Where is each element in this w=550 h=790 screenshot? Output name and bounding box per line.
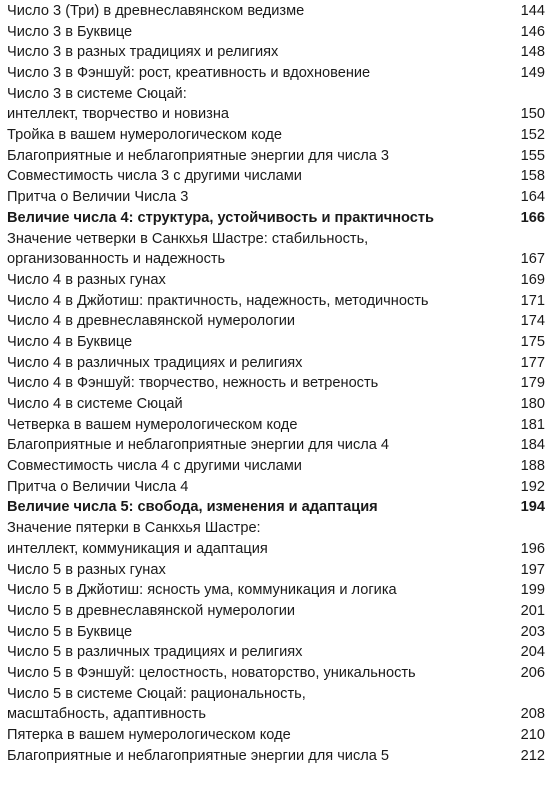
toc-entry [7, 249, 545, 270]
toc-page-number: 171 [520, 292, 545, 309]
toc-entry-title: Пятерка в вашем нумерологическом коде [7, 727, 291, 744]
toc-entry-title: Число 5 в системе Сюцай: рациональность, [7, 685, 306, 702]
toc-entry [7, 704, 545, 725]
toc-entry [7, 725, 545, 746]
toc-page-number: 206 [520, 664, 545, 681]
toc-entry [7, 167, 545, 188]
toc-entry-title: Число 4 в различных традициях и религиях [7, 354, 303, 371]
toc-page-number: 196 [520, 540, 545, 557]
toc-entry [7, 373, 545, 394]
toc-entry-title: Число 5 в древнеславянской нумерологии [7, 602, 296, 619]
toc-entry [7, 435, 545, 456]
toc-page-number: 197 [520, 561, 545, 578]
toc-page-number: 199 [520, 582, 545, 599]
toc-entry-title: Число 5 в Джйотиш: ясность ума, коммуникация и логика [7, 582, 397, 599]
toc-page-number: 175 [520, 333, 545, 350]
toc-entry-title: Величие числа 4: структура, устойчивость и практичность [7, 209, 435, 226]
toc-entry-title: Число 3 в разных традициях и религиях [7, 44, 279, 61]
toc-entry-title: Четверка в вашем нумерологическом коде [7, 416, 298, 433]
toc-entry-title: Число 4 в разных гунах [7, 271, 166, 288]
toc-entry-title: Притча о Величии Числа 4 [7, 478, 189, 495]
toc-entry [7, 601, 545, 622]
toc-entry-title: интеллект, коммуникация и адаптация [7, 540, 268, 557]
toc-entry-title: масштабность, адаптивность [7, 706, 207, 723]
toc-entry [7, 125, 545, 146]
toc-page-number: 194 [520, 499, 545, 516]
toc-page-number: 152 [520, 127, 545, 144]
toc-entry-title: Число 3 (Три) в древнеславянском ведизме [7, 2, 305, 19]
toc-entry-title: Тройка в вашем нумерологическом коде [7, 127, 283, 144]
toc-entry [7, 415, 545, 436]
toc-entry [7, 63, 545, 84]
toc-page-number: 204 [520, 644, 545, 661]
table-of-contents [7, 1, 545, 766]
toc-entry-title: Притча о Величии Числа 3 [7, 189, 189, 206]
toc-entry [7, 311, 545, 332]
toc-section-heading [7, 208, 545, 229]
toc-entry-title: Число 3 в Фэншуй: рост, креативность и вдохновение [7, 65, 371, 82]
toc-page-number: 150 [520, 106, 545, 123]
toc-page-number: 203 [520, 623, 545, 640]
toc-page-number: 181 [520, 416, 545, 433]
toc-entry [7, 560, 545, 581]
toc-entry-title: Величие числа 5: свобода, изменения и адаптация [7, 499, 378, 516]
toc-page-number: 177 [520, 354, 545, 371]
toc-page-number: 188 [520, 458, 545, 475]
toc-entry [7, 84, 545, 105]
toc-entry [7, 477, 545, 498]
toc-page-number: 149 [520, 65, 545, 82]
toc-entry-title: Число 5 в различных традициях и религиях [7, 644, 303, 661]
toc-entry-title: Число 5 в разных гунах [7, 561, 166, 578]
toc-page-number: 210 [520, 727, 545, 744]
toc-page-number: 174 [520, 313, 545, 330]
toc-entry [7, 291, 545, 312]
toc-entry [7, 42, 545, 63]
toc-entry-title: Число 4 в Фэншуй: творчество, нежность и ветреность [7, 375, 379, 392]
toc-entry-title: Число 3 в Буквице [7, 23, 133, 40]
toc-entry-title: Значение четверки в Санкхья Шастре: стабильность, [7, 230, 369, 247]
toc-entry [7, 456, 545, 477]
toc-page-number: 212 [520, 747, 545, 764]
toc-page-number: 167 [520, 251, 545, 268]
toc-page-number: 192 [520, 478, 545, 495]
toc-page-number: 201 [520, 602, 545, 619]
toc-section-heading [7, 498, 545, 519]
toc-page-number: 166 [520, 209, 545, 226]
toc-page-number: 164 [520, 189, 545, 206]
toc-page-number: 155 [520, 147, 545, 164]
toc-entry [7, 1, 545, 22]
toc-entry-title: Число 3 в системе Сюцай: [7, 85, 187, 102]
toc-entry-title: Благоприятные и неблагоприятные энергии для числа 5 [7, 747, 390, 764]
toc-entry-title: Число 4 в системе Сюцай [7, 396, 183, 413]
toc-entry-title: Число 4 в Джйотиш: практичность, надежность, методичность [7, 292, 429, 309]
toc-entry [7, 353, 545, 374]
toc-page-number: 208 [520, 706, 545, 723]
toc-entry-title: Совместимость числа 3 с другими числами [7, 168, 302, 185]
toc-entry [7, 684, 545, 705]
toc-entry [7, 332, 545, 353]
toc-entry-title: Совместимость числа 4 с другими числами [7, 458, 302, 475]
toc-entry-title: организованность и надежность [7, 251, 226, 268]
toc-entry [7, 746, 545, 767]
toc-entry [7, 663, 545, 684]
toc-page-number: 146 [520, 23, 545, 40]
toc-entry [7, 580, 545, 601]
toc-entry [7, 104, 545, 125]
toc-page-number: 158 [520, 168, 545, 185]
toc-page-number: 184 [520, 437, 545, 454]
toc-entry [7, 22, 545, 43]
toc-entry-title: интеллект, творчество и новизна [7, 106, 230, 123]
toc-entry [7, 394, 545, 415]
toc-entry [7, 518, 545, 539]
toc-entry-title: Число 5 в Буквице [7, 623, 133, 640]
toc-entry-title: Благоприятные и неблагоприятные энергии для числа 4 [7, 437, 390, 454]
toc-entry-title: Благоприятные и неблагоприятные энергии для числа 3 [7, 147, 390, 164]
toc-entry-title: Значение пятерки в Санкхья Шастре: [7, 520, 261, 537]
toc-entry [7, 642, 545, 663]
toc-entry-title: Число 4 в древнеславянской нумерологии [7, 313, 296, 330]
toc-entry-title: Число 5 в Фэншуй: целостность, новаторство, уникальность [7, 664, 416, 681]
toc-page-number: 179 [520, 375, 545, 392]
toc-page-number: 148 [520, 44, 545, 61]
toc-entry [7, 229, 545, 250]
toc-entry [7, 622, 545, 643]
toc-entry-title: Число 4 в Буквице [7, 333, 133, 350]
toc-page-number: 144 [520, 2, 545, 19]
toc-entry [7, 187, 545, 208]
toc-entry [7, 146, 545, 167]
toc-entry [7, 270, 545, 291]
toc-entry [7, 539, 545, 560]
toc-page-number: 169 [520, 271, 545, 288]
toc-page-number: 180 [520, 396, 545, 413]
